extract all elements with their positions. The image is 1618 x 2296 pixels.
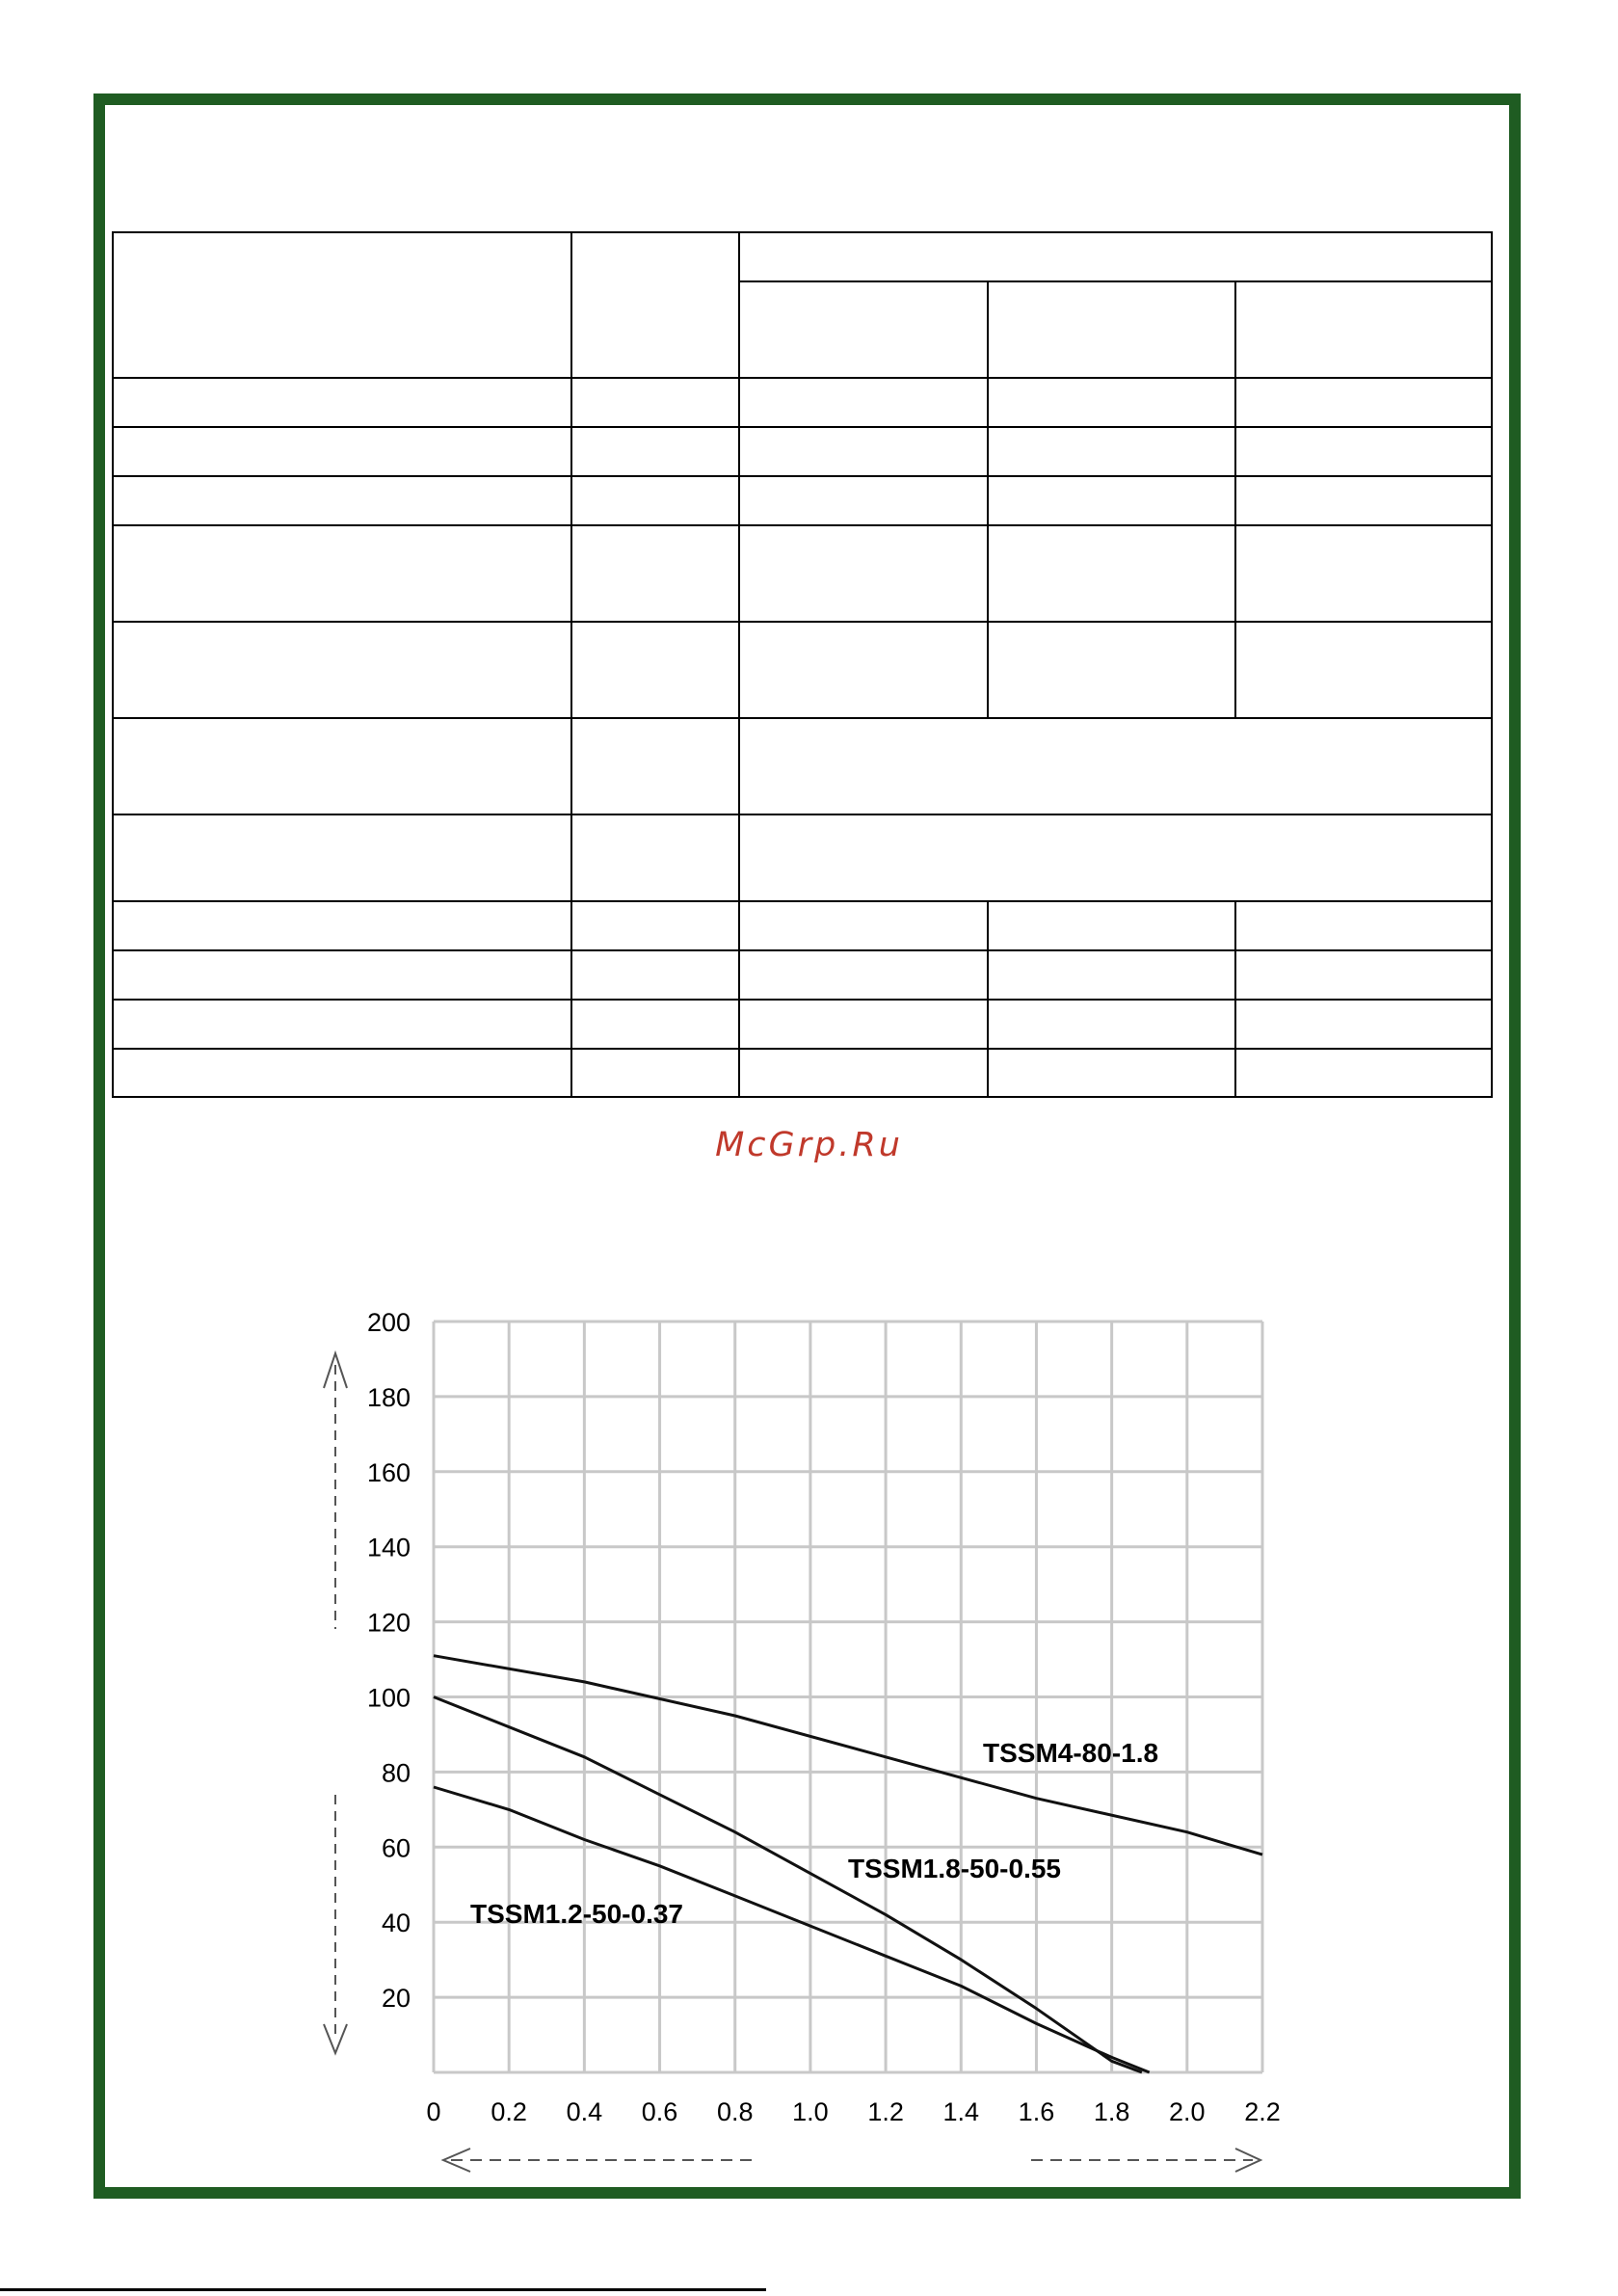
table-cell <box>739 1000 988 1049</box>
table-cell <box>571 901 739 950</box>
y-tick-label: 40 <box>381 1909 411 1938</box>
table-cell <box>739 427 988 476</box>
table-cell <box>1235 1049 1492 1097</box>
table-cell <box>988 950 1235 1000</box>
table-row <box>113 232 1492 281</box>
x-tick-label: 1.2 <box>867 2097 904 2126</box>
table-cell <box>988 622 1235 718</box>
table-row <box>113 622 1492 718</box>
table-cell <box>1235 950 1492 1000</box>
table-row <box>113 718 1492 814</box>
table-cell <box>571 1000 739 1049</box>
table-cell <box>988 378 1235 427</box>
table-cell <box>113 901 571 950</box>
table-cell <box>113 718 571 814</box>
table-cell <box>571 232 739 378</box>
table-cell <box>1235 622 1492 718</box>
table-row <box>113 950 1492 1000</box>
series-label: TSSM1.2-50-0.37 <box>470 1899 683 1929</box>
x-tick-label: 1.0 <box>792 2097 829 2126</box>
x-tick-label: 2.0 <box>1169 2097 1206 2126</box>
table-cell <box>113 622 571 718</box>
table-cell <box>1235 427 1492 476</box>
table-cell <box>739 950 988 1000</box>
table-cell <box>1235 378 1492 427</box>
table-cell <box>571 476 739 525</box>
table-cell <box>988 476 1235 525</box>
table-cell <box>113 1049 571 1097</box>
y-tick-label: 120 <box>366 1608 411 1638</box>
table-row <box>113 476 1492 525</box>
y-tick-label: 60 <box>381 1833 411 1863</box>
table-cell <box>1235 1000 1492 1049</box>
series-label: TSSM4-80-1.8 <box>983 1738 1159 1768</box>
spec-table <box>112 231 1493 1098</box>
y-tick-label: 100 <box>366 1683 411 1713</box>
watermark-text: McGrp.Ru <box>715 1126 903 1164</box>
table-cell <box>988 901 1235 950</box>
table-cell <box>739 476 988 525</box>
y-tick-label: 200 <box>366 1308 411 1337</box>
table-cell <box>988 525 1235 622</box>
x-tick-label: 1.8 <box>1093 2097 1130 2126</box>
table-row <box>113 1049 1492 1097</box>
table-cell <box>739 232 1492 281</box>
table-row <box>113 525 1492 622</box>
table-cell <box>113 476 571 525</box>
x-tick-label: 1.6 <box>1018 2097 1055 2126</box>
table-cell <box>739 378 988 427</box>
table-cell <box>113 950 571 1000</box>
table-cell <box>571 718 739 814</box>
table-cell <box>571 1049 739 1097</box>
table-cell <box>739 901 988 950</box>
table-cell <box>113 814 571 901</box>
x-tick-label: 0.4 <box>566 2097 603 2126</box>
y-tick-label: 160 <box>366 1457 411 1487</box>
table-cell <box>988 427 1235 476</box>
x-tick-label: 0 <box>426 2097 441 2126</box>
x-tick-label: 1.4 <box>942 2097 980 2126</box>
table-row <box>113 901 1492 950</box>
pump-performance-chart <box>289 1292 1311 2188</box>
x-tick-label: 2.2 <box>1244 2097 1281 2126</box>
x-tick-label: 0.8 <box>716 2097 754 2126</box>
table-cell <box>739 814 1492 901</box>
footer-rule <box>0 2288 766 2291</box>
table-cell <box>988 1049 1235 1097</box>
table-cell <box>739 1049 988 1097</box>
table-cell <box>113 1000 571 1049</box>
x-tick-label: 0.6 <box>641 2097 678 2126</box>
table-cell <box>571 427 739 476</box>
table-cell <box>1235 476 1492 525</box>
table-cell <box>739 525 988 622</box>
table-cell <box>571 950 739 1000</box>
table-cell <box>571 525 739 622</box>
table-cell <box>113 525 571 622</box>
table-cell <box>988 1000 1235 1049</box>
table-row <box>113 378 1492 427</box>
table-cell <box>113 232 571 378</box>
table-cell <box>988 281 1235 378</box>
table-cell <box>571 814 739 901</box>
table-cell <box>739 622 988 718</box>
table-cell <box>1235 901 1492 950</box>
table-cell <box>739 718 1492 814</box>
y-tick-label: 20 <box>381 1984 411 2014</box>
y-tick-label: 140 <box>366 1533 411 1562</box>
x-tick-label: 0.2 <box>491 2097 527 2126</box>
table-cell <box>1235 281 1492 378</box>
table-cell <box>739 281 988 378</box>
table-row <box>113 427 1492 476</box>
table-cell <box>113 378 571 427</box>
series-line <box>434 1787 1150 2072</box>
y-tick-label: 180 <box>366 1382 411 1412</box>
table-cell <box>571 378 739 427</box>
table-cell <box>113 427 571 476</box>
series-label: TSSM1.8-50-0.55 <box>848 1854 1061 1883</box>
table-cell <box>1235 525 1492 622</box>
table-row <box>113 1000 1492 1049</box>
table-cell <box>571 622 739 718</box>
table-row <box>113 814 1492 901</box>
y-tick-label: 80 <box>381 1758 411 1788</box>
